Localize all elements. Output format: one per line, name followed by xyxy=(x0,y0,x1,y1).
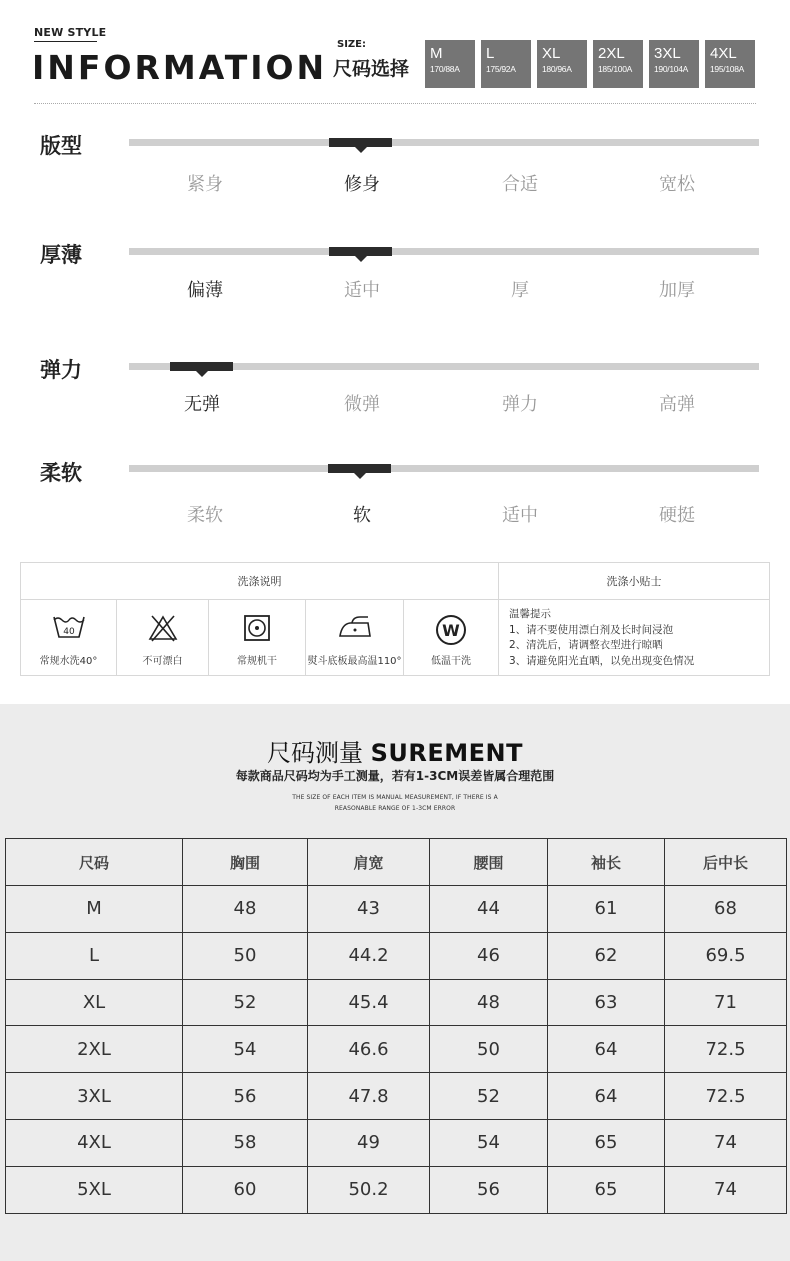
attribute-track xyxy=(129,465,759,472)
size-option-spec: 170/88A xyxy=(430,64,460,74)
wet-clean-icon xyxy=(435,614,467,646)
table-row xyxy=(6,932,787,979)
table-cell: 3XL xyxy=(6,1073,183,1120)
attribute-thickness xyxy=(0,237,790,317)
attribute-elasticity xyxy=(0,352,790,432)
table-cell: 54 xyxy=(430,1119,548,1166)
size-option-label: M xyxy=(430,45,443,62)
size-option-2xl[interactable] xyxy=(593,40,643,88)
care-header-tips: 洗涤小贴士 xyxy=(499,563,769,600)
measurement-note-en: REASONABLE RANGE OF 1-3CM ERROR xyxy=(334,805,456,812)
attribute-option: 合适 xyxy=(502,174,538,195)
table-cell: 50 xyxy=(183,932,308,979)
care-table xyxy=(20,562,770,676)
table-cell: 52 xyxy=(183,979,308,1026)
table-row xyxy=(6,979,787,1026)
table-cell: 62 xyxy=(548,932,665,979)
table-cell: 65 xyxy=(548,1166,665,1213)
size-option-m[interactable] xyxy=(425,40,475,88)
care-item-dry xyxy=(209,600,306,675)
size-label-en: SIZE: xyxy=(337,39,367,50)
column-header: 肩宽 xyxy=(308,839,430,886)
size-label-cn: 尺码选择 xyxy=(333,58,410,80)
table-cell: L xyxy=(6,932,183,979)
table-cell: 64 xyxy=(548,1026,665,1073)
size-option-spec: 185/100A xyxy=(598,64,632,74)
attribute-option: 厚 xyxy=(511,280,529,301)
size-option-spec: 190/104A xyxy=(654,64,688,74)
care-tips xyxy=(509,607,694,669)
care-caption: 熨斗底板最高温110° xyxy=(307,656,402,667)
table-cell: 68 xyxy=(665,886,787,933)
table-cell: 46.6 xyxy=(308,1026,430,1073)
header-divider xyxy=(34,103,756,104)
attribute-track xyxy=(129,248,759,255)
table-row xyxy=(6,1026,787,1073)
wash-temperature: 40 xyxy=(62,627,75,637)
size-option-spec: 175/92A xyxy=(486,64,516,74)
table-cell: 56 xyxy=(183,1073,308,1120)
new-style-underline xyxy=(34,41,97,42)
table-row xyxy=(6,886,787,933)
new-style-label: NEW STYLE xyxy=(34,26,107,39)
attribute-option-selected: 修身 xyxy=(344,174,380,195)
table-cell: 60 xyxy=(183,1166,308,1213)
table-cell: 65 xyxy=(548,1119,665,1166)
table-cell: 44.2 xyxy=(308,932,430,979)
attribute-label: 版型 xyxy=(40,134,82,158)
table-cell: 50.2 xyxy=(308,1166,430,1213)
attribute-marker xyxy=(329,247,392,256)
care-tip-line: 温馨提示 xyxy=(509,608,551,620)
table-cell: 56 xyxy=(430,1166,548,1213)
no-bleach-icon xyxy=(148,614,178,642)
column-header: 袖长 xyxy=(548,839,665,886)
iron-icon xyxy=(336,614,374,640)
table-cell: 5XL xyxy=(6,1166,183,1213)
care-item-wet-clean xyxy=(404,600,499,675)
page-title: INFORMATION xyxy=(32,48,328,87)
table-cell: 46 xyxy=(430,932,548,979)
table-row xyxy=(6,1166,787,1213)
attribute-option: 柔软 xyxy=(187,505,223,526)
table-cell: 49 xyxy=(308,1119,430,1166)
table-cell: 72.5 xyxy=(665,1073,787,1120)
table-cell: 44 xyxy=(430,886,548,933)
table-cell: 74 xyxy=(665,1166,787,1213)
attribute-label: 柔软 xyxy=(40,461,82,485)
table-cell: 4XL xyxy=(6,1119,183,1166)
table-cell: 69.5 xyxy=(665,932,787,979)
attribute-option-highlighted: 偏薄 xyxy=(187,280,223,301)
table-cell: 47.8 xyxy=(308,1073,430,1120)
table-cell: 48 xyxy=(183,886,308,933)
attribute-softness xyxy=(0,455,790,535)
attribute-option: 加厚 xyxy=(659,280,695,301)
table-cell: 61 xyxy=(548,886,665,933)
size-chart-table xyxy=(5,838,787,1214)
measurement-title xyxy=(0,733,790,768)
attribute-fit xyxy=(0,128,790,208)
size-option-spec: 180/96A xyxy=(542,64,572,74)
care-header-instructions: 洗涤说明 xyxy=(21,563,499,600)
attribute-option-selected: 软 xyxy=(353,505,371,526)
attribute-option: 宽松 xyxy=(659,174,695,195)
measurement-note-en: THE SIZE OF EACH ITEM IS MANUAL MEASUREMENT, IF THERE IS A xyxy=(292,794,498,801)
table-cell: XL xyxy=(6,979,183,1026)
size-option-3xl[interactable] xyxy=(649,40,699,88)
attribute-option: 高弹 xyxy=(659,394,695,415)
attribute-option: 微弹 xyxy=(344,394,380,415)
wash-40-icon xyxy=(52,614,86,640)
wet-clean-letter: W xyxy=(442,621,460,640)
column-header: 胸围 xyxy=(183,839,308,886)
size-option-label: L xyxy=(486,45,495,62)
column-header: 尺码 xyxy=(6,839,183,886)
attribute-option: 硬挺 xyxy=(659,505,695,526)
table-cell: 52 xyxy=(430,1073,548,1120)
table-cell: 64 xyxy=(548,1073,665,1120)
care-caption: 常规机干 xyxy=(237,656,277,667)
attribute-option: 紧身 xyxy=(187,174,223,195)
care-item-bleach xyxy=(117,600,209,675)
size-option-xl[interactable] xyxy=(537,40,587,88)
measurement-title-en: SUREMENT xyxy=(370,739,524,767)
size-option-label: 4XL xyxy=(710,45,737,62)
size-option-l[interactable] xyxy=(481,40,531,88)
table-cell: 2XL xyxy=(6,1026,183,1073)
care-caption: 常规水洗40° xyxy=(39,656,98,667)
attribute-marker xyxy=(170,362,233,371)
table-cell: 43 xyxy=(308,886,430,933)
attribute-marker xyxy=(328,464,391,473)
attribute-label: 弹力 xyxy=(40,358,82,382)
table-cell: 63 xyxy=(548,979,665,1026)
care-caption: 不可漂白 xyxy=(142,656,183,667)
size-selector xyxy=(425,40,755,88)
attribute-track xyxy=(129,139,759,146)
table-row xyxy=(6,1073,787,1120)
attribute-option: 弹力 xyxy=(502,394,538,415)
size-option-4xl[interactable] xyxy=(705,40,755,88)
measurement-title-cn: 尺码测量 xyxy=(266,739,363,767)
tumble-dry-icon xyxy=(243,614,271,642)
attribute-option-selected: 无弹 xyxy=(184,394,220,415)
column-header: 腰围 xyxy=(430,839,548,886)
table-cell: M xyxy=(6,886,183,933)
table-cell: 48 xyxy=(430,979,548,1026)
table-cell: 72.5 xyxy=(665,1026,787,1073)
care-tip-line: 1、请不要使用漂白剂及长时间浸泡 xyxy=(509,623,674,636)
measurement-subtitle: 每款商品尺码均为手工测量，若有1-3CM误差皆属合理范围 xyxy=(235,769,555,783)
table-cell: 50 xyxy=(430,1026,548,1073)
attribute-option: 适中 xyxy=(502,505,538,526)
table-cell: 58 xyxy=(183,1119,308,1166)
attribute-marker xyxy=(329,138,392,147)
care-item-wash xyxy=(21,600,117,675)
care-item-iron xyxy=(306,600,404,675)
table-cell: 45.4 xyxy=(308,979,430,1026)
table-cell: 74 xyxy=(665,1119,787,1166)
size-option-label: XL xyxy=(542,45,561,62)
attribute-option: 适中 xyxy=(344,280,380,301)
size-option-spec: 195/108A xyxy=(710,64,744,74)
size-option-label: 3XL xyxy=(654,45,681,62)
column-header: 后中长 xyxy=(665,839,787,886)
table-header-row xyxy=(6,839,787,886)
care-tip-line: 3、请避免阳光直晒，以免出现变色情况 xyxy=(509,654,695,667)
table-row xyxy=(6,1119,787,1166)
table-cell: 54 xyxy=(183,1026,308,1073)
table-cell: 71 xyxy=(665,979,787,1026)
attribute-label: 厚薄 xyxy=(40,243,82,267)
size-option-label: 2XL xyxy=(598,45,625,62)
care-caption: 低温干洗 xyxy=(431,656,471,667)
care-tip-line: 2、清洗后，请调整衣型进行晾晒 xyxy=(509,639,663,651)
